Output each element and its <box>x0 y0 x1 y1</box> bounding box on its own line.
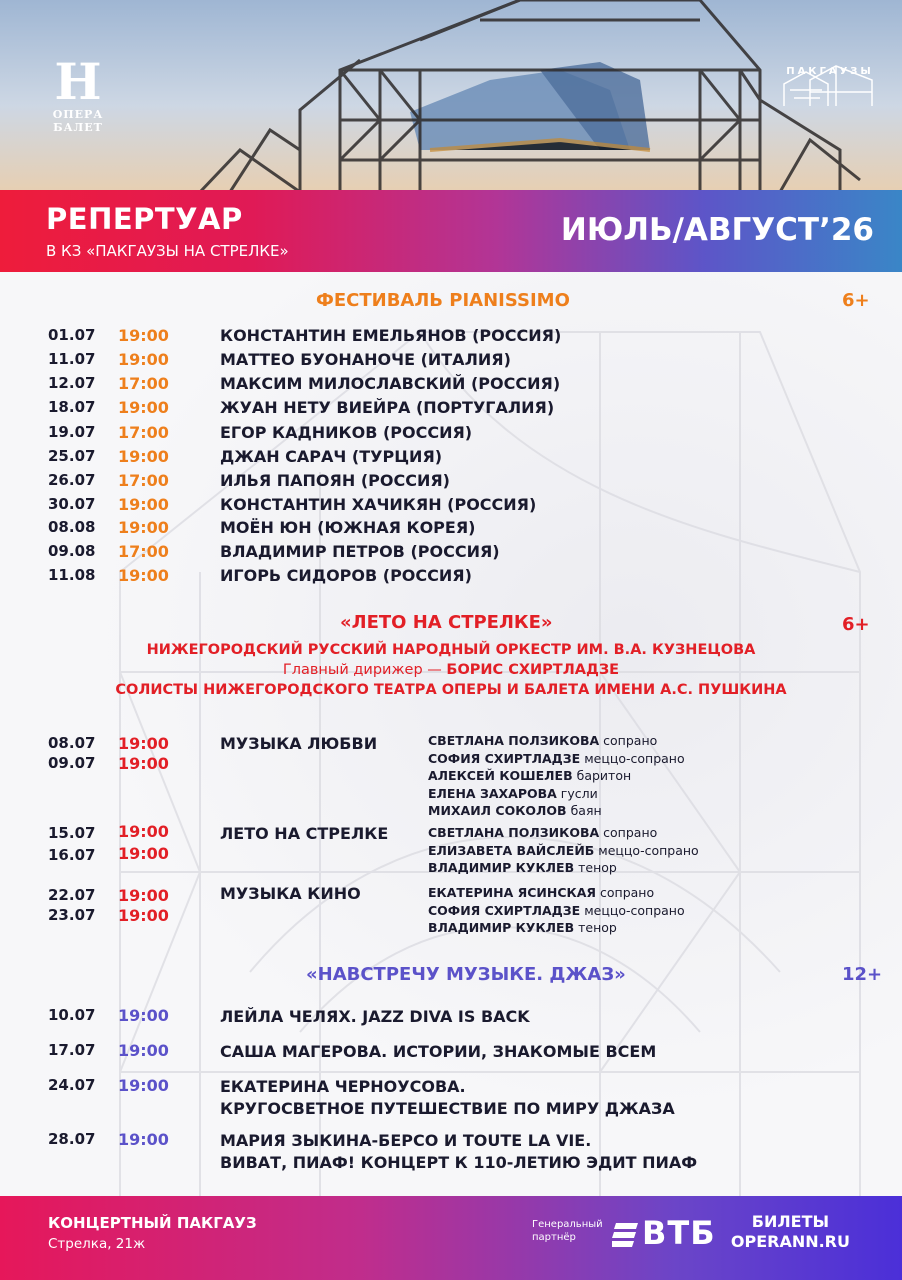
event-date: 01.07 <box>48 326 96 344</box>
partner-label <box>532 1218 603 1244</box>
schedule-content <box>0 272 902 1196</box>
event-time: 19:00 <box>118 1006 169 1025</box>
jazz-title: «НАВСТРЕЧУ МУЗЫКЕ. ДЖАЗ» <box>306 964 626 985</box>
event-time: 19:00 <box>118 518 169 537</box>
event-time: 17:00 <box>118 471 169 490</box>
summer-title: «ЛЕТО НА СТРЕЛКЕ» <box>340 612 553 633</box>
event-time: 19:00 <box>118 350 169 369</box>
cast-member: МИХАИЛ СОКОЛОВ баян <box>428 803 602 818</box>
page-title: РЕПЕРТУАР <box>46 202 243 236</box>
cast-member: СОФИЯ СХИРТЛАДЗЕ меццо-сопрано <box>428 902 685 918</box>
program-date: 15.07 <box>48 824 96 842</box>
festival-row <box>0 326 902 350</box>
event-time: 17:00 <box>118 374 169 393</box>
warehouse-icon <box>780 62 880 108</box>
event-name: КОНСТАНТИН ХАЧИКЯН (РОССИЯ) <box>220 495 537 514</box>
cast-member: ЕЛЕНА ЗАХАРОВА гусли <box>428 785 598 801</box>
program-date: 22.07 <box>48 886 96 904</box>
jazz-age-badge: 12+ <box>842 964 883 985</box>
tickets-line-1: БИЛЕТЫ <box>751 1212 830 1231</box>
jazz-row <box>0 1041 902 1065</box>
cast-member: ЕКАТЕРИНА ЯСИНСКАЯ сопрано <box>428 885 655 900</box>
event-name: САША МАГЕРОВА. ИСТОРИИ, ЗНАКОМЫЕ ВСЕМ <box>220 1042 657 1061</box>
soloists-line: СОЛИСТЫ НИЖЕГОРОДСКОГО ТЕАТРА ОПЕРЫ И БАЛЕТА ИМЕНИ А.С. ПУШКИНА <box>115 682 787 698</box>
cast-member: СВЕТЛАНА ПОЛЗИКОВА сопрано <box>428 733 658 748</box>
summer-age-badge: 6+ <box>842 614 870 635</box>
event-time: 19:00 <box>118 1041 169 1060</box>
venue-subtitle: В КЗ «ПАКГАУЗЫ НА СТРЕЛКЕ» <box>46 242 289 260</box>
event-name: ЕКАТЕРИНА ЧЕРНОУСОВА. КРУГОСВЕТНОЕ ПУТЕШЕСТВИЕ ПО МИРУ ДЖАЗА <box>220 1077 675 1118</box>
jazz-row <box>0 1130 902 1176</box>
partner-line-2: партнёр <box>532 1232 576 1243</box>
event-date: 08.08 <box>48 518 96 536</box>
venue-name: КОНЦЕРТНЫЙ ПАКГАУЗ <box>48 1214 257 1232</box>
vtb-name: ВТБ <box>642 1214 716 1252</box>
conductor-prefix: Главный дирижер — <box>282 662 447 678</box>
festival-row <box>0 447 902 471</box>
cast-member: ВЛАДИМИР КУКЛЕВ тенор <box>428 920 617 935</box>
program-date: 23.07 <box>48 906 96 924</box>
program-cast <box>428 824 699 877</box>
program-time: 19:00 <box>118 734 169 753</box>
header-photo <box>0 0 902 192</box>
program-title: МУЗЫКА КИНО <box>220 884 361 903</box>
event-time: 19:00 <box>118 495 169 514</box>
conductor-line <box>0 662 902 678</box>
logo-letter: Н <box>54 52 102 111</box>
title-banner <box>0 190 902 272</box>
program-time: 19:00 <box>118 844 169 863</box>
program-time: 19:00 <box>118 754 169 773</box>
event-name: ДЖАН САРАЧ (ТУРЦИЯ) <box>220 447 443 466</box>
jazz-row <box>0 1076 902 1122</box>
event-time: 19:00 <box>118 447 169 466</box>
program-time: 19:00 <box>118 906 169 925</box>
event-name: МАТТЕО БУОНАНОЧЕ (ИТАЛИЯ) <box>220 350 511 369</box>
cast-member: СОФИЯ СХИРТЛАДЗЕ меццо-сопрано <box>428 750 685 766</box>
program-date: 08.07 <box>48 734 96 752</box>
program-date: 09.07 <box>48 754 96 772</box>
festival-row <box>0 423 902 447</box>
event-time: 19:00 <box>118 1076 169 1095</box>
festival-row <box>0 398 902 422</box>
program-cast <box>428 884 685 937</box>
event-time: 19:00 <box>118 398 169 417</box>
venue-address: Стрелка, 21ж <box>48 1236 146 1252</box>
festival-age-badge: 6+ <box>842 290 870 311</box>
program-time: 19:00 <box>118 886 169 905</box>
program-date: 16.07 <box>48 846 96 864</box>
program-title: ЛЕТО НА СТРЕЛКЕ <box>220 824 389 843</box>
program-title: МУЗЫКА ЛЮБВИ <box>220 734 378 753</box>
festival-title: ФЕСТИВАЛЬ PIANISSIMO <box>316 290 570 311</box>
festival-row <box>0 566 902 590</box>
festival-row <box>0 542 902 566</box>
event-date: 09.08 <box>48 542 96 560</box>
festival-row <box>0 471 902 495</box>
event-name: КОНСТАНТИН ЕМЕЛЬЯНОВ (РОССИЯ) <box>220 326 562 345</box>
event-date: 19.07 <box>48 423 96 441</box>
event-name: ЖУАН НЕТУ ВИЕЙРА (ПОРТУГАЛИЯ) <box>220 398 555 417</box>
festival-row <box>0 374 902 398</box>
event-date: 26.07 <box>48 471 96 489</box>
event-time: 17:00 <box>118 423 169 442</box>
tickets-link[interactable] <box>731 1212 850 1252</box>
conductor-name: БОРИС СХИРТЛАДЗЕ <box>446 662 620 678</box>
logo-text: ПАКГАУЗЫ <box>786 66 874 77</box>
event-name: ЛЕЙЛА ЧЕЛЯХ. JAZZ DIVA IS BACK <box>220 1007 530 1026</box>
event-name: ИЛЬЯ ПАПОЯН (РОССИЯ) <box>220 471 450 490</box>
event-date: 18.07 <box>48 398 96 416</box>
period-label: ИЮЛЬ/АВГУСТ’26 <box>560 212 874 248</box>
event-time: 19:00 <box>118 326 169 345</box>
cast-member: СВЕТЛАНА ПОЛЗИКОВА сопрано <box>428 825 658 840</box>
event-date: 24.07 <box>48 1076 96 1094</box>
event-date: 10.07 <box>48 1006 96 1024</box>
steel-frame-illustration <box>0 0 902 192</box>
program-time: 19:00 <box>118 822 169 841</box>
event-time: 17:00 <box>118 542 169 561</box>
event-time: 19:00 <box>118 1130 169 1149</box>
event-date: 11.07 <box>48 350 96 368</box>
jazz-row <box>0 1006 902 1030</box>
event-name: МОЁН ЮН (ЮЖНАЯ КОРЕЯ) <box>220 518 476 537</box>
logo-line-1: ОПЕРА <box>52 108 104 121</box>
event-date: 25.07 <box>48 447 96 465</box>
cast-member: АЛЕКСЕЙ КОШЕЛЕВ баритон <box>428 768 632 783</box>
event-date: 12.07 <box>48 374 96 392</box>
footer-bar <box>0 1196 902 1280</box>
event-date: 11.08 <box>48 566 96 584</box>
event-name: ВЛАДИМИР ПЕТРОВ (РОССИЯ) <box>220 542 500 561</box>
event-name: МАКСИМ МИЛОСЛАВСКИЙ (РОССИЯ) <box>220 374 561 393</box>
cast-member: ВЛАДИМИР КУКЛЕВ тенор <box>428 860 617 875</box>
event-time: 19:00 <box>118 566 169 585</box>
vtb-logo <box>612 1214 716 1252</box>
pakgauzy-logo <box>780 62 880 128</box>
event-name: ЕГОР КАДНИКОВ (РОССИЯ) <box>220 423 473 442</box>
festival-row <box>0 350 902 374</box>
opera-ballet-logo <box>46 52 110 148</box>
festival-row <box>0 518 902 542</box>
event-date: 30.07 <box>48 495 96 513</box>
cast-member: ЕЛИЗАВЕТА ВАЙСЛЕЙБ меццо-сопрано <box>428 842 699 858</box>
program-cast <box>428 732 685 820</box>
logo-line-2: БАЛЕТ <box>53 121 103 134</box>
tickets-line-2: OPERANN.RU <box>730 1232 850 1251</box>
vtb-stripes-icon <box>612 1221 638 1249</box>
orchestra-line: НИЖЕГОРОДСКИЙ РУССКИЙ НАРОДНЫЙ ОРКЕСТР ИМ. В.А. КУЗНЕЦОВА <box>146 642 756 658</box>
partner-line-1: Генеральный <box>532 1219 603 1230</box>
festival-row <box>0 495 902 519</box>
event-name: МАРИЯ ЗЫКИНА-БЕРСО И TOUTE LA VIE. ВИВАТ, ПИАФ! КОНЦЕРТ К 110-ЛЕТИЮ ЭДИТ ПИАФ <box>220 1131 698 1172</box>
event-name: ИГОРЬ СИДОРОВ (РОССИЯ) <box>220 566 472 585</box>
event-date: 17.07 <box>48 1041 96 1059</box>
event-date: 28.07 <box>48 1130 96 1148</box>
